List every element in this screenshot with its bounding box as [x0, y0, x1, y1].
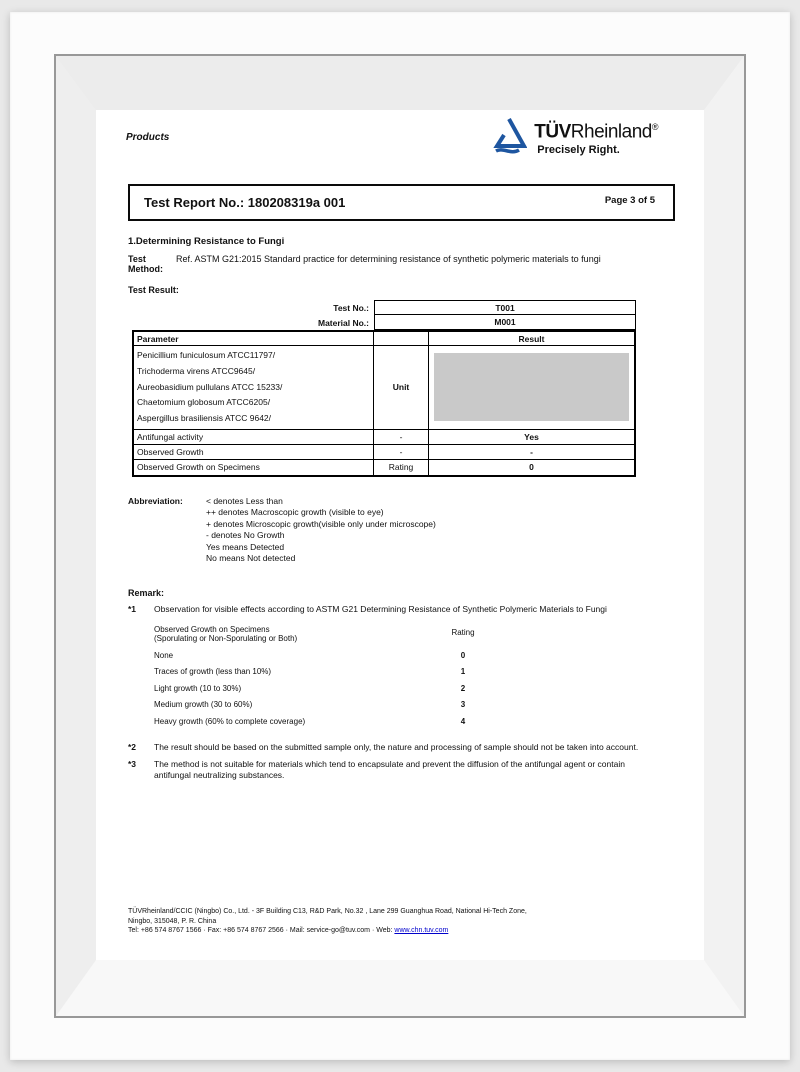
param-cell: Observed Growth on Specimens [134, 460, 374, 475]
registered-mark: ® [651, 122, 658, 132]
rating-row [154, 663, 504, 680]
test-no-value: T001 [374, 300, 636, 315]
rating-col1-header [154, 625, 432, 644]
abbreviation-block [128, 496, 678, 565]
test-method-text: Ref. ASTM G21:2015 Standard practice for determining resistance of synthetic polymeric materials to fungi [176, 254, 601, 264]
result-table-main [132, 330, 636, 477]
remark-text: The method is not suitable for materials which tend to encapsulate and prevent the diffusion of the antifungal agent or contain antifungal neutralizing substances. [154, 759, 625, 781]
rating-row [154, 647, 504, 664]
material-no-value: M001 [374, 315, 636, 330]
brand-rest: Rheinland [570, 121, 652, 143]
rating-label: Medium growth (30 to 60%) [154, 700, 253, 710]
rating-label: Light growth (10 to 30%) [154, 683, 242, 693]
brand-tagline: Precisely Right. [537, 144, 620, 157]
rating-value: 0 [460, 650, 466, 660]
redacted-result-cell [429, 346, 634, 429]
rating-value: 3 [460, 700, 466, 710]
result-cell: - [530, 446, 533, 457]
page-indicator: Page 3 of 5 [604, 195, 655, 206]
footer-address-line1: TÜVRheinland/CCIC (Ningbo) Co., Ltd. - 3F Building C13, R&D Park, No.32 , Lane 299 Guanghua Road, National Hi-Tech Zone, [128, 908, 527, 915]
result-header: Result [518, 333, 545, 344]
abbreviation-line: < denotes Less than [206, 495, 283, 506]
report-page [96, 110, 704, 960]
abbreviation-label: Abbreviation: [128, 495, 183, 506]
footer-web-link[interactable]: www.chn.tuv.com [394, 927, 449, 934]
remark-text: The result should be based on the submitted sample only, the nature and processing of sample should not be taken into account. [154, 742, 639, 753]
abbreviation-line: ++ denotes Macroscopic growth (visible to eye) [206, 507, 384, 518]
param-cell: Observed Growth [134, 445, 374, 459]
remark-marker: *1 [128, 603, 137, 614]
test-no-label: Test No.: [333, 302, 369, 313]
report-body [128, 236, 678, 781]
footer-contact-line [128, 926, 680, 936]
logo-text [534, 116, 658, 156]
rating-col1-header-line2: (Sporulating or Non-Sporulating or Both) [154, 634, 298, 644]
section-heading: 1.Determining Resistance to Fungi [128, 236, 285, 247]
remark-marker: *3 [128, 759, 137, 770]
table-row [134, 430, 634, 445]
rating-table-header [154, 625, 504, 644]
rating-label: None [154, 650, 174, 660]
test-method-label: Test Method: [128, 254, 163, 274]
remark-item-1 [128, 604, 678, 615]
frame-bevel-mat [56, 56, 744, 1016]
redacted-area [434, 353, 629, 421]
abbreviation-line: No means Not detected [206, 553, 296, 564]
organism-item: Trichoderma virens ATCC9645/ [137, 365, 256, 376]
products-label: Products [126, 132, 170, 143]
rating-row [154, 680, 504, 697]
result-table [132, 300, 636, 477]
material-no-label: Material No.: [317, 317, 369, 328]
table-row [134, 445, 634, 460]
tuv-rheinland-logo [491, 116, 658, 163]
result-cell: Yes [524, 431, 539, 442]
test-method-row [128, 254, 678, 274]
rating-value: 2 [460, 683, 466, 693]
test-no-row [132, 300, 636, 315]
rating-col1-header-line1: Observed Growth on Specimens [154, 624, 270, 634]
brand-bold: TÜV [534, 121, 571, 143]
organism-item: Aureobasidium pullulans ATCC 15233/ [137, 381, 283, 392]
rating-label: Heavy growth (60% to complete coverage) [154, 716, 306, 726]
tuv-triangle-icon [491, 116, 527, 163]
organism-item: Chaetomium globosum ATCC6205/ [137, 397, 271, 408]
organism-item: Penicillium funiculosum ATCC11797/ [137, 350, 276, 360]
picture-frame [10, 12, 790, 1060]
rating-value: 4 [460, 716, 466, 726]
result-cell: 0 [529, 462, 534, 473]
remark-marker: *2 [128, 742, 137, 753]
abbreviation-line: - denotes No Growth [206, 530, 285, 541]
footer-address-line2: Ningbo, 315048, P. R. China [128, 917, 217, 925]
rating-row [154, 713, 504, 730]
material-no-row [132, 315, 636, 330]
abbreviation-lines [206, 496, 436, 565]
unit-cell: Unit [374, 346, 429, 429]
rating-col2-header: Rating [451, 627, 475, 637]
rating-value: 1 [460, 667, 466, 677]
organisms-row [134, 346, 634, 430]
organism-item: Aspergillus brasiliensis ATCC 9642/ [137, 413, 272, 424]
remark-item-3 [128, 759, 678, 781]
remark-item-2 [128, 742, 678, 753]
rating-label: Traces of growth (less than 10%) [154, 667, 272, 677]
unit-cell: Rating [374, 460, 429, 475]
rating-row [154, 696, 504, 713]
parameter-header: Parameter [134, 332, 374, 345]
report-number-box [128, 184, 675, 221]
footer [128, 907, 680, 936]
unit-cell: - [374, 430, 429, 444]
abbreviation-line: + denotes Microscopic growth(visible only under microscope) [206, 518, 436, 529]
remark-text: Observation for visible effects according to ASTM G21 Determining Resistance of Synthetic Polymeric Materials to Fungi [154, 603, 607, 614]
footer-contact-text: Tel: +86 574 8767 1566 · Fax: +86 574 8767 2566 · Mail: service-go@tuv.com · Web: [128, 927, 395, 934]
table-row [134, 460, 634, 475]
organism-list [134, 346, 374, 429]
param-cell: Antifungal activity [134, 430, 374, 444]
rating-table [154, 625, 504, 730]
test-result-label: Test Result: [128, 285, 179, 295]
brand-name [534, 116, 658, 143]
unit-header-empty [374, 332, 429, 345]
abbreviation-line: Yes means Detected [206, 541, 285, 552]
report-number: Test Report No.: 180208319a 001 [144, 195, 346, 210]
table-header-row [134, 332, 634, 346]
remark-label: Remark: [128, 587, 165, 598]
unit-cell: - [374, 445, 429, 459]
